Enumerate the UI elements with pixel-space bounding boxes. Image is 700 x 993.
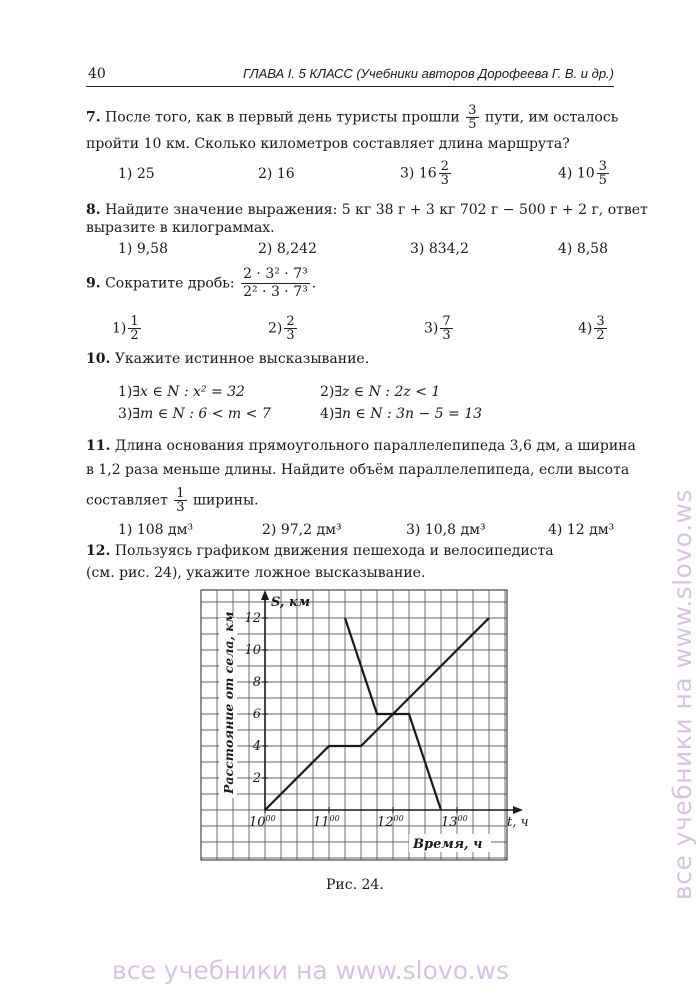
option-8-3: 3) 834,2: [410, 241, 469, 257]
y-axis-label: S, км: [271, 595, 311, 610]
y-tick-label: 6: [252, 707, 261, 722]
expression-fraction: $\frac{\text{2 · 3² · 7³}}{\text{2² · 3 · 7³}}$: [243, 266, 308, 300]
page-header: [86, 62, 614, 87]
question-7-line-2: пройти 10 км. Сколько километров составляет длина маршрута?: [86, 136, 570, 152]
option-7-2: 2) 16: [258, 166, 295, 182]
motion-graph: [195, 588, 529, 868]
question-number: 11.: [86, 438, 111, 454]
question-11: [86, 437, 636, 455]
question-8-line-2: выразите в килограммах.: [86, 220, 275, 236]
watermark-vertical: все учебники на www.slovo.ws: [668, 489, 697, 900]
question-8: [86, 201, 648, 219]
option-8-4: 4) 8,58: [558, 241, 608, 257]
question-10: [86, 350, 369, 368]
question-7: [86, 104, 618, 131]
question-11-line-3: составляет $\frac{1}{3}$ ширины.: [86, 486, 259, 515]
option-9-3: 3) $\frac{7}{3}$: [424, 314, 451, 343]
option-8-2: 2) 8,242: [258, 241, 317, 257]
y-tick-label: 10: [244, 643, 261, 658]
x-axis-label: t, ч: [507, 815, 529, 830]
y-axis-title: Расстояние от села, км: [221, 611, 236, 794]
x-tick-label: $11^{00}$: [313, 814, 340, 830]
question-text: Пользуясь графиком движения пешехода и велосипедиста: [114, 543, 554, 559]
question-12-line-2: (см. рис. 24), укажите ложное высказывание.: [86, 565, 426, 581]
question-text: Найдите значение выражения: 5 кг 38 г + 3 кг 702 г − 500 г + 2 г, ответ: [105, 202, 648, 218]
option-9-2: 2) $\frac{2}{3}$: [268, 314, 295, 343]
y-axis-arrow: [261, 590, 269, 600]
option-11-2: 2) 97,2 дм³: [262, 522, 342, 538]
running-head: ГЛАВА I. 5 КЛАСС (Учебники авторов Дорофеева Г. В. и др.): [243, 66, 614, 81]
option-7-4: 4) 10 $\frac{3}{5}$: [558, 159, 607, 188]
question-number: 9.: [86, 275, 101, 292]
x-tick-label: $13^{00}$: [441, 814, 468, 830]
question-text: После того, как в первый день туристы прошли: [105, 109, 460, 126]
question-number: 12.: [86, 543, 111, 559]
figure-caption: Рис. 24.: [326, 877, 384, 893]
option-11-4: 4) 12 дм³: [548, 522, 615, 538]
option-10-1: 1)∃x ∈ N : x² = 32: [118, 384, 245, 400]
question-number: 8.: [86, 202, 101, 218]
fraction: $\frac{1}{3}$: [176, 486, 185, 515]
question-12: [86, 542, 554, 560]
y-tick-label: 2: [252, 771, 261, 786]
y-tick-label: 4: [252, 739, 261, 754]
question-number: 7.: [86, 109, 101, 126]
page-number: 40: [88, 66, 106, 82]
watermark-bottom: все учебники на www.slovo.ws: [112, 956, 509, 985]
question-11-line-2: в 1,2 раза меньше длины. Найдите объём параллелепипеда, если высота: [86, 462, 630, 478]
x-axis-arrow: [513, 806, 523, 814]
question-9: 9. Сократите дробь: $\frac{\text{2 · 3² · 7³}}{\text{2² · 3 · 7³}}$ .: [86, 266, 317, 300]
option-10-4: 4)∃n ∈ N : 3n − 5 = 13: [320, 406, 483, 422]
x-tick-label: $12^{00}$: [377, 814, 404, 830]
question-text: Сократите дробь:: [105, 275, 235, 292]
option-7-3: 3) 16 $\frac{2}{3}$: [400, 159, 449, 188]
option-10-2: 2)∃z ∈ N : 2z < 1: [320, 384, 441, 400]
question-number: 10.: [86, 351, 111, 367]
option-11-1: 1) 108 дм³: [118, 522, 194, 538]
fraction: $\frac{3}{5}$: [468, 103, 477, 132]
option-8-1: 1) 9,58: [118, 241, 168, 257]
y-tick-label: 8: [252, 675, 261, 690]
option-9-1: 1) $\frac{1}{2}$: [112, 314, 139, 343]
x-axis-title: Время, ч: [413, 837, 483, 852]
x-tick-label: $10^{00}$: [249, 814, 276, 830]
question-text: Укажите истинное высказывание.: [114, 351, 370, 367]
question-text: Длина основания прямоугольного параллелепипеда 3,6 дм, а ширина: [114, 438, 636, 454]
option-11-3: 3) 10,8 дм³: [406, 522, 486, 538]
y-tick-label: 12: [244, 611, 261, 626]
option-7-1: 1) 25: [118, 166, 155, 182]
question-text: пути, им осталось: [484, 109, 619, 126]
option-9-4: 4) $\frac{3}{2}$: [578, 314, 605, 343]
option-10-3: 3)∃m ∈ N : 6 < m < 7: [118, 406, 271, 422]
